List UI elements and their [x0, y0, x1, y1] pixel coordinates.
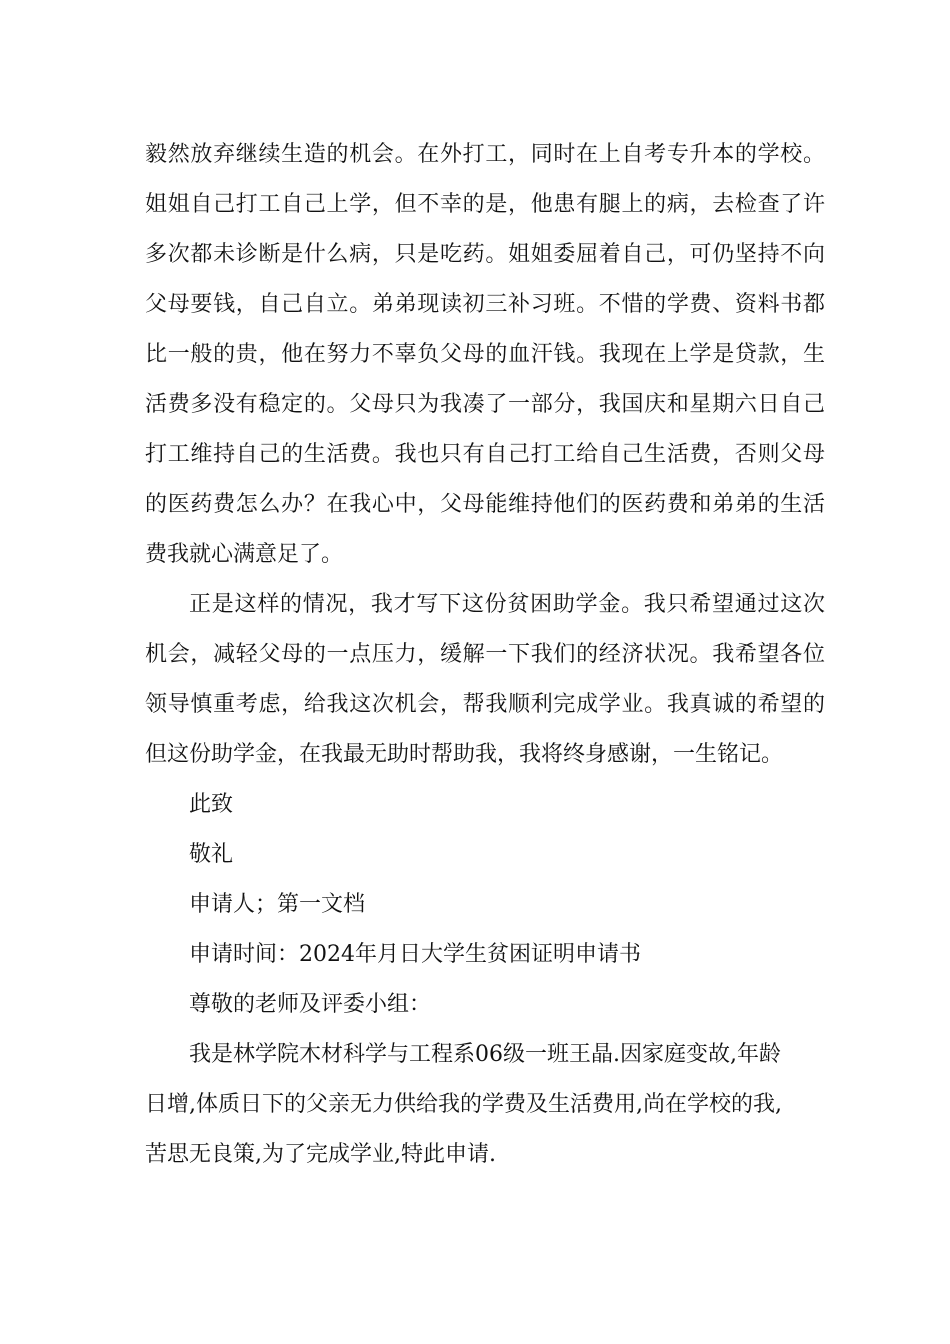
intro-line-3: 苦思无良策,为了完成学业,特此申请.	[145, 1142, 496, 1167]
closing-ci-zhi: 此致	[189, 792, 234, 817]
applicant-line: 申请人；第一文档	[189, 892, 366, 917]
application-date-and-title: 申请时间：2024年月日大学生贫困证明申请书	[189, 942, 641, 967]
salutation-line: 尊敬的老师及评委小组：	[189, 992, 432, 1017]
intro-line-2: 日增,体质日下的父亲无力供给我的学费及生活费用,尚在学校的我,	[145, 1092, 782, 1117]
closing-jing-li: 敬礼	[189, 842, 234, 867]
paragraph-request: 正是这样的情况，我才写下这份贫困助学金。我只希望通过这次机会，减轻父母的一点压力，缓解一下我们的经济状况。我希望各位领导慎重考虑，给我这次机会，帮我顺利完成学业。我真诚的希望的但这份助学金，在我最无助时帮助我，我将终身感谢，一生铭记。	[145, 592, 825, 767]
paragraph-introduction	[145, 1030, 825, 1180]
document-page	[145, 130, 825, 1180]
intro-line-1: 我是林学院木材科学与工程系06级一班王晶.因家庭变故,年龄	[189, 1042, 781, 1067]
paragraph-family-situation: 毅然放弃继续生造的机会。在外打工，同时在上自考专升本的学校。姐姐自己打工自己上学，但不幸的是，他患有腿上的病，去检查了许多次都未诊断是什么病，只是吃药。姐姐委屈着自己，可仍坚持不向父母要钱，自己自立。弟弟现读初三补习班。不惜的学费、资料书都比一般的贵，他在努力不辜负父母的血汗钱。我现在上学是贷款，生活费多没有稳定的。父母只为我凑了一部分，我国庆和星期六日自己打工维持自己的生活费。我也只有自己打工给自己生活费，否则父母的医药费怎么办？在我心中，父母能维持他们的医药费和弟弟的生活费我就心满意足了。	[145, 142, 825, 567]
